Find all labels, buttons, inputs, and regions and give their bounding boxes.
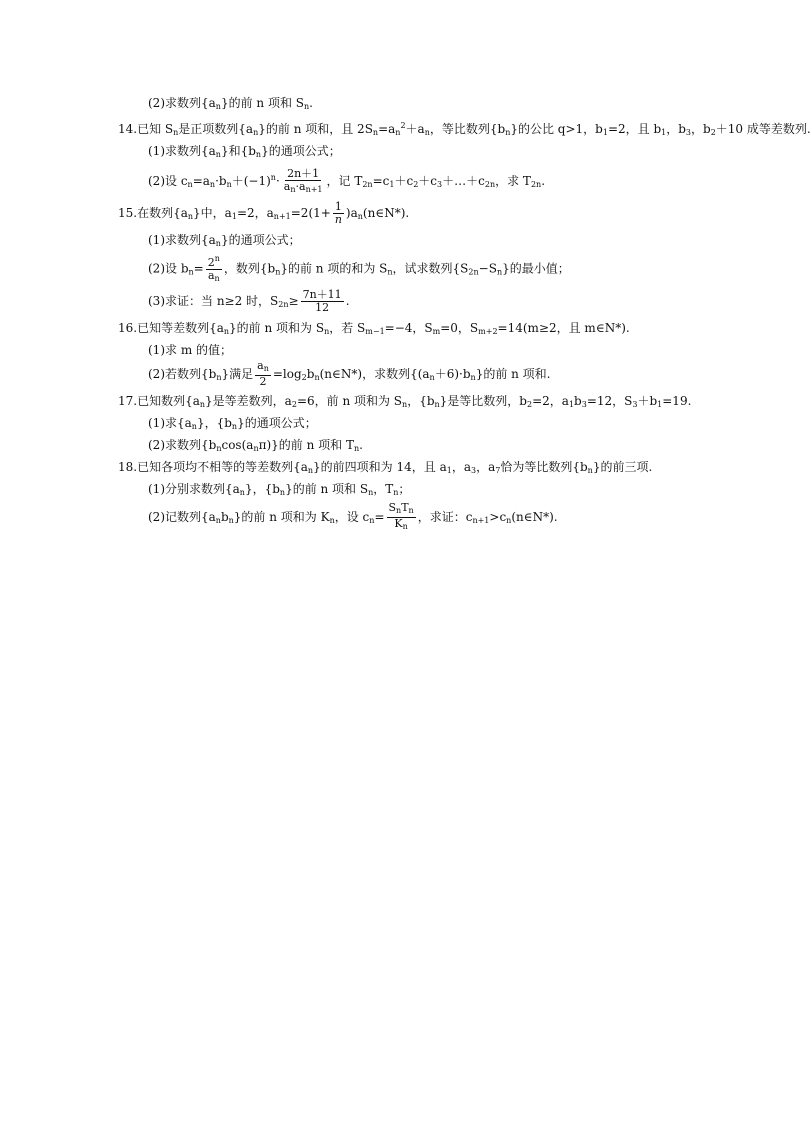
p17-stem: 已知数列$\{a_n\}$是等差数列，$a_2=6$，前 n 项和为 $S_n$，$\{b_n\}$是等比数列，$b_2=2$，$a_1b_3=12$，$S_3+b_1=19$. <box>137 393 692 409</box>
p16-part2: (2)若数列$\{b_n\}$满足 $\frac{a_n}{2}$ $=\log_2b_n(n\in N*)$，求数列$\{(a_n+6)\cdot b_n\}$的前 n 项和. <box>148 359 551 388</box>
p18-stem: 已知各项均不相等的等差数列$\{a_n\}$的前四项和为 14，且 $a_1$，$a_3$，$a_7$恰为等比数列$\{b_n\}$的前三项. <box>137 459 653 475</box>
p15-stem-line <box>118 199 698 231</box>
p15-number: 15. <box>118 206 138 220</box>
p14-number: 14. <box>118 122 138 136</box>
p15-part1: (1)求数列$\{a_n\}$的通项公式； <box>148 233 301 248</box>
problem-list <box>118 94 811 535</box>
p18-part1: (1)分别求数列$\{a_n\}$，$\{b_n\}$的前 n 项和 $S_n$，$T_n$； <box>148 481 411 497</box>
p18-number: 18. <box>118 459 138 474</box>
p17-part2: (2)求数列$\{b_n\cos(a_n\pi)\}$的前 n 项和 $T_n$. <box>148 437 363 453</box>
p14-stem-line1 <box>118 116 811 142</box>
p13-part2: (2)求数列$\{a_n\}$的前 n 项和 $S_n$. <box>148 96 313 111</box>
p14-part1: (1)求数列$\{a_n\}$和$\{b_n\}$的通项公式； <box>148 144 341 159</box>
p17-part1: (1)求$\{a_n\}$，$\{b_n\}$的通项公式； <box>148 415 317 431</box>
p15-part2: (2)设 $b_n=$ $\frac{2^n}{a_n}$ ，数列$\{b_n\}$的前 n 项的和为 $S_n$，试求数列$\{S_{2n}-S_n\}$的最小值； <box>148 254 570 283</box>
p16-stem-line <box>118 319 698 341</box>
p18-part2: (2)记数列$\{a_nb_n\}$的前 n 项和为 $K_n$，设 $c_n=$ $\frac{S_nT_n}{K_n}$ ，求证：$c_{n+1}>c_n(n\in N*)$. <box>148 500 558 531</box>
p16-stem: 已知等差数列$\{a_n\}$的前 n 项和为 $S_n$，若 $S_{m-1}=-4$，$S_m=0$，$S_{m+2}=14(m\ge 2$，且 m∈N*). <box>137 320 630 336</box>
p18-stem-line <box>118 458 698 480</box>
p16-number: 16. <box>118 320 138 335</box>
p17-stem-line <box>118 392 698 414</box>
p16-part1: (1)求 m 的值； <box>148 342 233 357</box>
p15-stem: 在数列$\{a_n\}$中，$a_1=2$，$a_{n+1}=2(1+$ $\frac{1}{n}$ )$a_n(n\in N*)$. <box>137 200 410 226</box>
p15-part3: (3)求证：当 n≥2 时，$S_{2n}\ge$ $\frac{7n+11}{12}$ . <box>148 287 350 314</box>
p14-stem: 已知 $S_n$是正项数列$\{a_n\}$的前 n 项和，且 $2S_n=a_n^2+a_n$，等比数列$\{b_n\}$的公比 q>1，$b_1=2$，且 $b_1$，$b_3$，$b_2+10$ 成等差数列. <box>137 121 811 137</box>
p14-part2: (2)设 $c_n=a_n\cdot b_n+(-1)^n\cdot$ $\frac{2n+1}{a_n\cdot a_{n+1}}$ ，记 $T_{2n}=c_1+c_2+c_3+\dots+c_{2n}$，求 $T_{2n}$. <box>148 166 546 194</box>
p17-number: 17. <box>118 393 138 408</box>
